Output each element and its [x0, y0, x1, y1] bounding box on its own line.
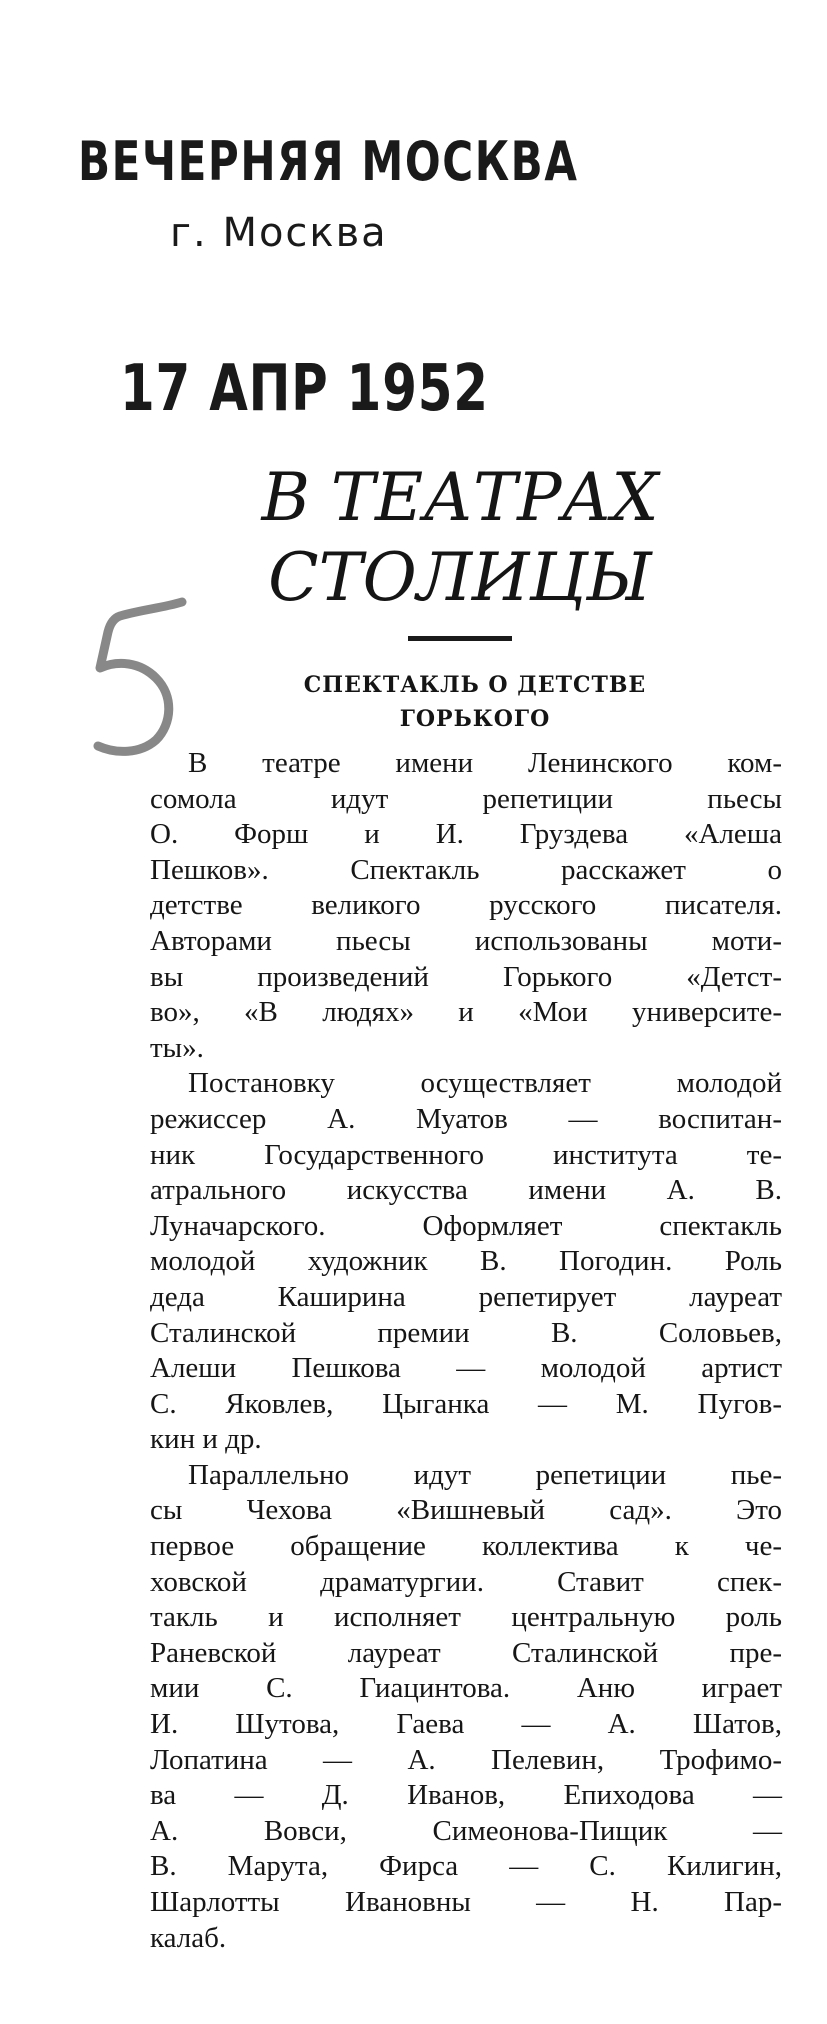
body-line: Раневской лауреат Сталинской пре- — [150, 1636, 782, 1669]
body-line: первое обращение коллектива к че- — [150, 1530, 782, 1563]
subheading-line-2: ГОРЬКОГО — [399, 706, 551, 732]
article-body — [150, 746, 782, 1956]
body-line: сомола идут репетиции пьесы — [150, 782, 782, 815]
body-line: И. Шутова, Гаева — А. Шатов, — [150, 1708, 782, 1741]
body-line: Параллельно идут репетиции пье- — [188, 1458, 782, 1491]
body-line: ты». — [150, 1031, 204, 1064]
body-line: Шарлотты Ивановны — Н. Пар- — [150, 1886, 782, 1918]
body-line: калаб. — [150, 1921, 227, 1954]
body-line: Алеши Пешкова — молодой артист — [150, 1352, 782, 1385]
body-line: В театре имени Ленинского ком- — [188, 747, 782, 779]
article-subheading — [240, 668, 710, 736]
body-line: атрального искусства имени А. В. — [150, 1174, 782, 1207]
body-line: А. Вовси, Симеонова-Пищик — — [150, 1814, 782, 1847]
body-line: вы произведений Горького «Детст- — [150, 960, 782, 993]
body-line: деда Каширина репетирует лауреат — [150, 1280, 782, 1313]
body-line: Пешков». Спектакль расскажет о — [150, 853, 782, 886]
body-line: О. Форш и И. Груздева «Алеша — [150, 818, 782, 851]
body-line: ховской драматургии. Ставит спек- — [150, 1565, 782, 1598]
body-line: мии С. Гиацинтова. Аню играет — [150, 1672, 782, 1705]
body-line: во», «В людях» и «Мои университе- — [150, 996, 782, 1029]
body-line: режиссер А. Муатов — воспитан- — [150, 1102, 782, 1135]
body-line: такль и исполняет центральную роль — [150, 1601, 782, 1634]
body-line: Постановку осуществляет молодой — [188, 1067, 782, 1100]
body-line: ник Государственного института те- — [150, 1138, 782, 1171]
body-line: Лопатина — А. Пелевин, Трофимо- — [150, 1743, 782, 1776]
body-line: Сталинской премии В. Соловьев, — [150, 1316, 782, 1349]
subheading-line-1: СПЕКТАКЛЬ О ДЕТСТВЕ — [303, 672, 647, 698]
body-line: ва — Д. Иванов, Епиходова — — [150, 1779, 782, 1812]
body-line: С. Яковлев, Цыганка — М. Пугов- — [150, 1387, 782, 1420]
body-line: В. Марута, Фирса — С. Килигин, — [150, 1850, 782, 1883]
article-headline — [200, 458, 720, 618]
headline-line-2: СТОЛИЦЫ — [268, 539, 652, 616]
body-line: Авторами пьесы использованы моти- — [150, 924, 782, 957]
body-line: молодой художник В. Погодин. Роль — [150, 1245, 782, 1278]
headline-divider — [408, 636, 512, 641]
newspaper-name-stamp: ВЕЧЕРНЯЯ МОСКВА — [78, 130, 579, 193]
body-line: сы Чехова «Вишневый сад». Это — [150, 1494, 782, 1527]
newspaper-city-stamp: г. Москва — [170, 210, 388, 256]
headline-line-1: В ТЕАТРАХ — [261, 459, 659, 536]
clipping-date-stamp: 17 АПР 1952 — [120, 352, 489, 426]
pencil-mark-5 — [70, 590, 200, 760]
body-line: Луначарского. Оформляет спектакль — [150, 1209, 782, 1242]
body-line: детстве великого русского писателя. — [150, 889, 782, 922]
body-line: кин и др. — [150, 1423, 262, 1456]
